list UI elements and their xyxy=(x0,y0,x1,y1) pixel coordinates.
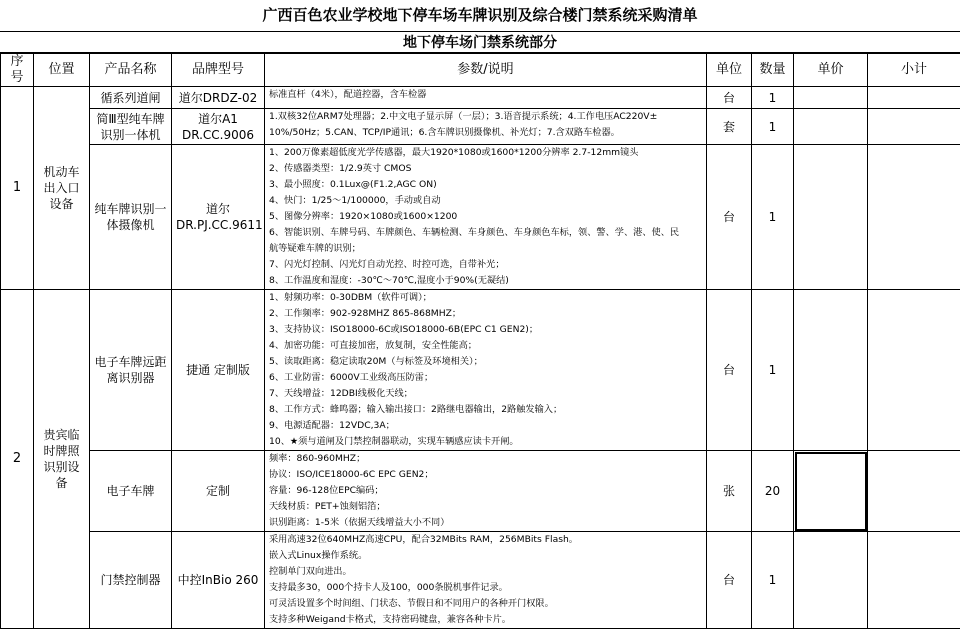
parameter-description: 1、射频功率：0-30DBM（软件可调）； 2、工作频率：902-928MHZ 865-868MHZ； 3、支持协议：ISO18000-6C或ISO18000-6B(EPC C1 GEN2)； 4、加密功能：可直接加密，放复制，安全性能高； 5、读取距离：稳定读取20M（与标签及环境相关）； 6、工业防雷：6000V工业级高压防雷； 7、天线增益：12DBI线极化天线； 8、工作方式：蜂鸣器；输入输出接口：2路继电器输出，2路触发输入； 9、电源适配器：12VDC,3A； 10、★须与道闸及门禁控制器联动，实现车辆感应读卡开闸。 xyxy=(265,290,707,451)
header-quantity: 数量 xyxy=(752,54,794,87)
header-unit: 单位 xyxy=(707,54,752,87)
unit-price-cell[interactable] xyxy=(794,290,868,451)
header-product-name: 产品名称 xyxy=(90,54,172,87)
subtotal-cell[interactable] xyxy=(868,87,960,109)
subtotal-cell[interactable] xyxy=(868,109,960,145)
brand-model: 道尔A1 DR.CC.9006 xyxy=(172,109,265,145)
unit-cell: 套 xyxy=(707,109,752,145)
unit-cell: 台 xyxy=(707,532,752,629)
table-row xyxy=(1,532,960,629)
procurement-table xyxy=(0,53,960,629)
parameter-description: 频率：860-960MHZ； 协议：ISO/ICE18000-6C EPC GEN2； 容量：96-128位EPC编码； 天线材质：PET+蚀刻铝箔； 识别距离：1-5米（依据天线增益大小不同） xyxy=(265,451,707,532)
group-location: 贵宾临时牌照识别设备 xyxy=(34,290,90,629)
brand-model: 道尔DRDZ-02 xyxy=(172,87,265,109)
parameter-description: 1、200万像素超低度光学传感器，最大1920*1080或1600*1200分辨率 2.7-12mm镜头 2、传感器类型：1/2.9英寸 CMOS 3、最小照度：0.1Lux@(F1.2,AGC ON) 4、快门：1/25～1/100000，手动或自动 5、图像分辨率：1920×1080或1600×1200 6、智能识别、车牌号码、车牌颜色、车辆检测、车身颜色、车身颜色车标，领、警、学、港、使、民 航等疑难车牌的识别； 7、闪光灯控制、闪光灯自动光控、时控可选，自带补光； 8、工作温度和湿度：-30℃～70℃,湿度小于90%(无凝结) xyxy=(265,145,707,290)
document-title: 广西百色农业学校地下停车场车牌识别及综合楼门禁系统采购清单 xyxy=(0,0,960,31)
section-title: 地下停车场门禁系统部分 xyxy=(0,31,960,53)
unit-price-cell[interactable] xyxy=(794,532,868,629)
brand-model: 中控InBio 260 xyxy=(172,532,265,629)
product-name: 电子车牌 xyxy=(90,451,172,532)
quantity-cell: 1 xyxy=(752,145,794,290)
brand-model: 道尔 DR.PJ.CC.9611 xyxy=(172,145,265,290)
table-row xyxy=(1,451,960,532)
product-name: 纯车牌识别一体摄像机 xyxy=(90,145,172,290)
parameter-description: 标准直杆（4米），配道控器，含车检器 xyxy=(265,87,707,109)
subtotal-cell[interactable] xyxy=(868,145,960,290)
unit-cell: 台 xyxy=(707,87,752,109)
subtotal-cell[interactable] xyxy=(868,532,960,629)
group-index: 1 xyxy=(1,87,34,290)
quantity-cell: 1 xyxy=(752,532,794,629)
subtotal-cell[interactable] xyxy=(868,290,960,451)
table-row xyxy=(1,290,960,451)
product-name: 电子车牌远距离识别器 xyxy=(90,290,172,451)
subtotal-cell[interactable] xyxy=(868,451,960,532)
header-index: 序号 xyxy=(1,54,34,87)
unit-price-cell-selected[interactable] xyxy=(794,451,868,532)
parameter-description: 采用高速32位640MHZ高速CPU，配合32MBits RAM，256MBits Flash。 嵌入式Linux操作系统。 控制单门双向进出。 支持最多30，000个持卡人及100，000条脱机事件记录。 可灵活设置多个时间组、门状态、节假日和不同用户的各种开门权限。 支持多种Weigand卡格式，支持密码键盘，兼容各种卡片。 xyxy=(265,532,707,629)
table-row xyxy=(1,87,960,109)
group-index: 2 xyxy=(1,290,34,629)
brand-model: 定制 xyxy=(172,451,265,532)
table-row xyxy=(1,145,960,290)
product-name: 门禁控制器 xyxy=(90,532,172,629)
header-row xyxy=(1,54,960,87)
header-brand-model: 品牌型号 xyxy=(172,54,265,87)
brand-model: 捷通 定制版 xyxy=(172,290,265,451)
unit-cell: 台 xyxy=(707,290,752,451)
quantity-cell: 1 xyxy=(752,109,794,145)
group-location: 机动车出入口设备 xyxy=(34,87,90,290)
header-subtotal: 小计 xyxy=(868,54,960,87)
header-location: 位置 xyxy=(34,54,90,87)
unit-price-cell[interactable] xyxy=(794,145,868,290)
quantity-cell: 1 xyxy=(752,87,794,109)
unit-cell: 台 xyxy=(707,145,752,290)
unit-cell: 张 xyxy=(707,451,752,532)
product-name: 循系列道闸 xyxy=(90,87,172,109)
quantity-cell: 1 xyxy=(752,290,794,451)
header-unit-price: 单价 xyxy=(794,54,868,87)
unit-price-cell[interactable] xyxy=(794,87,868,109)
quantity-cell: 20 xyxy=(752,451,794,532)
unit-price-cell[interactable] xyxy=(794,109,868,145)
table-row xyxy=(1,109,960,145)
parameter-description: 1.双核32位ARM7处理器；2.中文电子显示屏（一层）；3.语音提示系统；4.工作电压AC220V± 10%/50Hz；5.CAN、TCP/IP通讯；6.含车牌识别摄像机、补光灯；7.含双路车检器。 xyxy=(265,109,707,145)
product-name: 简Ⅲ型纯车牌识别一体机 xyxy=(90,109,172,145)
header-parameters: 参数/说明 xyxy=(265,54,707,87)
